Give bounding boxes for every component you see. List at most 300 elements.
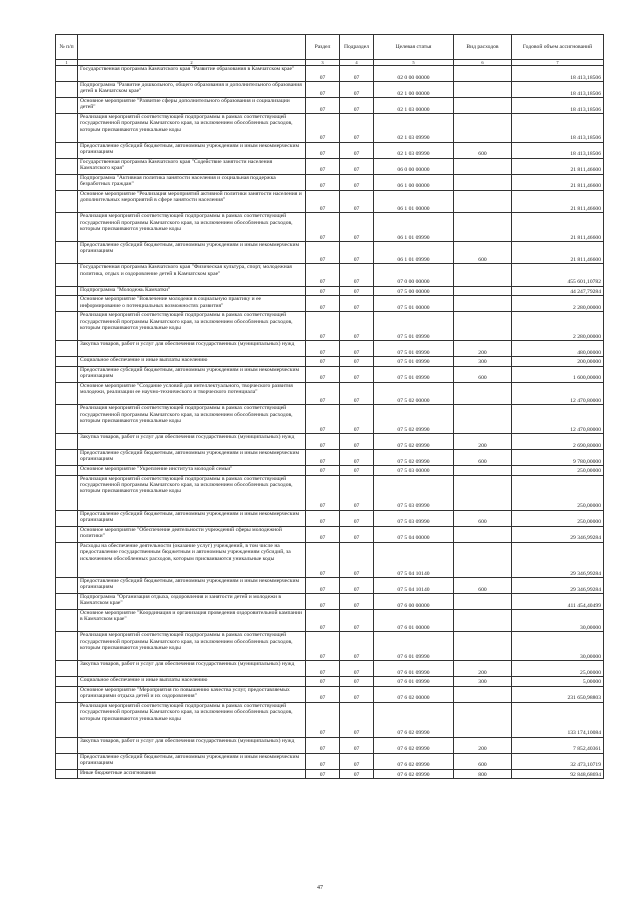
cell-amount: 2 690,80000 [512, 433, 604, 449]
cell-kind [454, 296, 512, 312]
cell-kind: 600 [454, 366, 512, 382]
cell-no [56, 158, 78, 174]
cell-target: 07 5 01 09990 [374, 341, 454, 357]
cell-target: 07 6 02 00000 [374, 686, 454, 702]
cell-name: Реализация мероприятий соответствующей подпрограммы в рамках соответствующей государственной программы Камчатского края, за исключением обособленных расходов, которым присваиваются уникальные коды [78, 312, 306, 341]
cell-subsection: 07 [340, 114, 374, 143]
cell-kind [454, 66, 512, 82]
table-row [56, 465, 604, 475]
table-row [56, 677, 604, 687]
cell-target: 02 1 00 00000 [374, 82, 454, 98]
header-kind: Вид расходов [454, 35, 512, 60]
cell-section: 07 [306, 526, 340, 542]
header-subsection: Подраздел [340, 35, 374, 60]
cell-amount: 231 650,98803 [512, 686, 604, 702]
cell-target: 07 5 00 00000 [374, 286, 454, 296]
cell-no [56, 542, 78, 577]
cell-target: 07 5 03 09990 [374, 475, 454, 510]
page-number: 47 [317, 885, 323, 891]
cell-section: 07 [306, 357, 340, 367]
cell-subsection: 07 [340, 286, 374, 296]
cell-name: Предоставление субсидий бюджетным, автономным учреждениям и иным некоммерческим организациям [78, 366, 306, 382]
cell-no [56, 405, 78, 434]
cell-no [56, 296, 78, 312]
cell-kind: 300 [454, 677, 512, 687]
cell-subsection: 07 [340, 526, 374, 542]
table-row [56, 114, 604, 143]
table-row [56, 382, 604, 404]
cell-section: 07 [306, 264, 340, 286]
cell-amount: 455 601,10782 [512, 264, 604, 286]
cell-amount: 18 413,18506 [512, 66, 604, 82]
cell-target: 07 5 03 00000 [374, 465, 454, 475]
table-row [56, 686, 604, 702]
cell-name: Закупка товаров, работ и услуг для обеспечения государственных (муниципальных) нужд [78, 433, 306, 449]
cell-amount: 12 470,80000 [512, 405, 604, 434]
cell-name: Государственная программа Камчатского края "Содействие занятости населения Камчатского края" [78, 158, 306, 174]
cell-amount: 44 247,79284 [512, 286, 604, 296]
cell-name: Предоставление субсидий бюджетным, автономным учреждениям и иным некоммерческим организациям [78, 241, 306, 263]
cell-section: 07 [306, 753, 340, 769]
cell-kind: 600 [454, 142, 512, 158]
cell-target: 06 1 00 00000 [374, 174, 454, 190]
cell-kind: 300 [454, 357, 512, 367]
cell-subsection: 07 [340, 609, 374, 631]
cell-amount: 9 780,00000 [512, 449, 604, 465]
cell-target: 07 5 01 00000 [374, 296, 454, 312]
cell-amount: 21 811,46600 [512, 241, 604, 263]
cell-section: 07 [306, 769, 340, 779]
cell-no [56, 357, 78, 367]
cell-target: 07 6 01 09990 [374, 632, 454, 661]
cell-target: 07 6 01 00000 [374, 609, 454, 631]
cell-target: 07 5 01 09990 [374, 366, 454, 382]
cell-section: 07 [306, 593, 340, 609]
cell-section: 07 [306, 737, 340, 753]
table-row [56, 753, 604, 769]
cell-kind [454, 593, 512, 609]
cell-kind [454, 312, 512, 341]
cell-subsection: 07 [340, 357, 374, 367]
cell-target: 07 5 04 10140 [374, 577, 454, 593]
cell-kind [454, 702, 512, 737]
cell-no [56, 577, 78, 593]
cell-amount: 2 280,00000 [512, 312, 604, 341]
cell-subsection: 07 [340, 433, 374, 449]
cell-target: 07 5 01 09990 [374, 312, 454, 341]
table-row [56, 769, 604, 779]
cell-kind [454, 264, 512, 286]
cell-section: 07 [306, 686, 340, 702]
cell-section: 07 [306, 465, 340, 475]
cell-amount: 7 852,40361 [512, 737, 604, 753]
table-row [56, 475, 604, 510]
cell-subsection: 07 [340, 213, 374, 242]
cell-subsection: 07 [340, 632, 374, 661]
cell-subsection: 07 [340, 341, 374, 357]
cell-name: Основное мероприятие "Мероприятия по повышению качества услуг, предоставляемых организациями отдыха детей и их оздоровления" [78, 686, 306, 702]
table-row [56, 190, 604, 212]
table-row [56, 98, 604, 114]
cell-no [56, 142, 78, 158]
cell-target: 07 6 00 00000 [374, 593, 454, 609]
cell-subsection: 07 [340, 82, 374, 98]
cell-subsection: 07 [340, 753, 374, 769]
cell-name: Реализация мероприятий соответствующей подпрограммы в рамках соответствующей государственной программы Камчатского края, за исключением обособленных расходов, которым присваиваются уникальные коды [78, 702, 306, 737]
cell-no [56, 241, 78, 263]
cell-name: Подпрограмма "Развитие дошкольного, общего образования и дополнительного образования детей в Камчатском крае" [78, 82, 306, 98]
cell-section: 07 [306, 190, 340, 212]
cell-amount: 18 413,18506 [512, 82, 604, 98]
budget-table [55, 34, 604, 779]
cell-kind: 800 [454, 769, 512, 779]
cell-subsection: 07 [340, 382, 374, 404]
cell-no [56, 264, 78, 286]
cell-subsection: 07 [340, 241, 374, 263]
cell-no [56, 677, 78, 687]
table-row [56, 702, 604, 737]
cell-amount: 5,00000 [512, 677, 604, 687]
cell-kind [454, 174, 512, 190]
cell-subsection: 07 [340, 661, 374, 677]
cell-section: 07 [306, 296, 340, 312]
cell-section: 07 [306, 366, 340, 382]
cell-amount: 411 454,40499 [512, 593, 604, 609]
cell-kind [454, 686, 512, 702]
cell-kind [454, 632, 512, 661]
cell-section: 07 [306, 632, 340, 661]
cell-section: 07 [306, 213, 340, 242]
table-row [56, 296, 604, 312]
header-target: Целевая статья [374, 35, 454, 60]
cell-section: 07 [306, 286, 340, 296]
cell-section: 07 [306, 241, 340, 263]
cell-section: 07 [306, 542, 340, 577]
cell-no [56, 82, 78, 98]
cell-subsection: 07 [340, 737, 374, 753]
cell-kind: 200 [454, 341, 512, 357]
cell-kind [454, 286, 512, 296]
cell-subsection: 07 [340, 686, 374, 702]
cell-amount: 21 811,46600 [512, 213, 604, 242]
table-row [56, 82, 604, 98]
cell-section: 07 [306, 475, 340, 510]
cell-amount: 250,00000 [512, 510, 604, 526]
cell-subsection: 07 [340, 142, 374, 158]
cell-name: Государственная программа Камчатского края "Физическая культура, спорт, молодежная политика, отдых и оздоровление детей в Камчатском крае" [78, 264, 306, 286]
cell-target: 07 6 02 09990 [374, 737, 454, 753]
cell-name: Предоставление субсидий бюджетным, автономным учреждениям и иным некоммерческим организациям [78, 577, 306, 593]
cell-name: Реализация мероприятий соответствующей подпрограммы в рамках соответствующей государственной программы Камчатского края, за исключением обособленных расходов, которым присваиваются уникальные коды [78, 213, 306, 242]
table-row [56, 593, 604, 609]
cell-amount: 12 470,80000 [512, 382, 604, 404]
table-row [56, 357, 604, 367]
cell-target: 07 5 03 09990 [374, 510, 454, 526]
table-row [56, 286, 604, 296]
cell-name: Основное мероприятие "Вовлечение молодежи в социальную практику и ее информирование о потенциальных возможностях развития" [78, 296, 306, 312]
cell-name: Подпрограмма "Молодежь Камчатки" [78, 286, 306, 296]
cell-subsection: 07 [340, 475, 374, 510]
cell-target: 07 6 02 09990 [374, 702, 454, 737]
cell-amount: 18 413,18506 [512, 142, 604, 158]
cell-kind: 200 [454, 433, 512, 449]
cell-subsection: 07 [340, 465, 374, 475]
cell-name: Закупка товаров, работ и услуг для обеспечения государственных (муниципальных) нужд [78, 661, 306, 677]
cell-amount: 18 413,18506 [512, 98, 604, 114]
table-row [56, 213, 604, 242]
cell-section: 07 [306, 158, 340, 174]
cell-kind: 600 [454, 577, 512, 593]
cell-amount: 29 346,99284 [512, 542, 604, 577]
table-row [56, 241, 604, 263]
cell-subsection: 07 [340, 296, 374, 312]
cell-target: 02 1 03 09990 [374, 114, 454, 143]
cell-amount: 200,00000 [512, 357, 604, 367]
cell-subsection: 07 [340, 98, 374, 114]
cell-no [56, 190, 78, 212]
cell-kind [454, 405, 512, 434]
budget-table-page [55, 34, 603, 779]
cell-subsection: 07 [340, 449, 374, 465]
index-cell: 4 [340, 60, 374, 66]
cell-subsection: 07 [340, 702, 374, 737]
cell-subsection: 07 [340, 405, 374, 434]
cell-no [56, 213, 78, 242]
cell-kind [454, 465, 512, 475]
cell-no [56, 475, 78, 510]
cell-name: Подпрограмма "Организация отдыха, оздоровления и занятости детей и молодежи в Камчатском крае" [78, 593, 306, 609]
cell-no [56, 769, 78, 779]
cell-section: 07 [306, 702, 340, 737]
cell-target: 07 5 04 00000 [374, 526, 454, 542]
cell-name: Реализация мероприятий соответствующей подпрограммы в рамках соответствующей государственной программы Камчатского края, за исключением обособленных расходов, которым присваиваются уникальные коды [78, 632, 306, 661]
cell-target: 07 5 02 09990 [374, 433, 454, 449]
cell-no [56, 510, 78, 526]
table-row [56, 526, 604, 542]
cell-subsection: 07 [340, 677, 374, 687]
cell-section: 07 [306, 66, 340, 82]
cell-kind [454, 542, 512, 577]
cell-no [56, 609, 78, 631]
cell-name: Иные бюджетные ассигнования [78, 769, 306, 779]
cell-target: 07 0 00 00000 [374, 264, 454, 286]
cell-name: Предоставление субсидий бюджетным, автономным учреждениям и иным некоммерческим организациям [78, 753, 306, 769]
cell-name: Расходы на обеспечение деятельности (оказание услуг) учреждений, в том числе на предоставление государственным бюджетным и автономным учреждениям субсидий, за исключением обособленных расходов, которым присваиваются уникальные коды [78, 542, 306, 577]
cell-section: 07 [306, 510, 340, 526]
header-section: Раздел [306, 35, 340, 60]
cell-no [56, 98, 78, 114]
table-row [56, 510, 604, 526]
table-body [56, 66, 604, 779]
cell-kind [454, 526, 512, 542]
cell-target: 07 6 01 09990 [374, 677, 454, 687]
cell-amount: 29 346,99284 [512, 526, 604, 542]
table-row [56, 366, 604, 382]
header-amount: Годовой объем ассигнований [512, 35, 604, 60]
cell-amount: 25,00000 [512, 661, 604, 677]
cell-no [56, 366, 78, 382]
cell-no [56, 661, 78, 677]
cell-target: 07 6 02 09990 [374, 769, 454, 779]
cell-target: 07 6 01 09990 [374, 661, 454, 677]
cell-subsection: 07 [340, 593, 374, 609]
cell-kind: 200 [454, 737, 512, 753]
cell-name: Основное мероприятие "Координация и организация проведения оздоровительной кампании в Камчатском крае" [78, 609, 306, 631]
table-row [56, 264, 604, 286]
cell-section: 07 [306, 661, 340, 677]
cell-name: Реализация мероприятий соответствующей подпрограммы в рамках соответствующей государственной программы Камчатского края, за исключением обособленных расходов, которым присваиваются уникальные коды [78, 405, 306, 434]
cell-section: 07 [306, 449, 340, 465]
cell-kind: 600 [454, 241, 512, 263]
cell-target: 02 1 03 09990 [374, 142, 454, 158]
cell-no [56, 433, 78, 449]
cell-amount: 21 811,46600 [512, 158, 604, 174]
cell-no [56, 702, 78, 737]
cell-no [56, 593, 78, 609]
cell-no [56, 686, 78, 702]
table-row [56, 341, 604, 357]
table-row [56, 737, 604, 753]
cell-target: 07 5 02 00000 [374, 382, 454, 404]
cell-subsection: 07 [340, 577, 374, 593]
cell-name: Предоставление субсидий бюджетным, автономным учреждениям и иным некоммерческим организациям [78, 142, 306, 158]
cell-name: Основное мероприятие "Обеспечение деятельности учреждений сферы молодежной политики" [78, 526, 306, 542]
cell-subsection: 07 [340, 542, 374, 577]
cell-no [56, 465, 78, 475]
cell-section: 07 [306, 577, 340, 593]
cell-no [56, 341, 78, 357]
cell-subsection: 07 [340, 312, 374, 341]
cell-name: Реализация мероприятий соответствующей подпрограммы в рамках соответствующей государственной программы Камчатского края, за исключением обособленных расходов, которым присваиваются уникальные коды [78, 114, 306, 143]
cell-target: 06 0 00 00000 [374, 158, 454, 174]
cell-section: 07 [306, 677, 340, 687]
cell-section: 07 [306, 82, 340, 98]
cell-amount: 92 848,68694 [512, 769, 604, 779]
cell-no [56, 382, 78, 404]
cell-name: Закупка товаров, работ и услуг для обеспечения государственных (муниципальных) нужд [78, 341, 306, 357]
cell-section: 07 [306, 98, 340, 114]
table-row [56, 174, 604, 190]
cell-kind [454, 382, 512, 404]
index-cell: 7 [512, 60, 604, 66]
cell-name: Предоставление субсидий бюджетным, автономным учреждениям и иным некоммерческим организациям [78, 449, 306, 465]
cell-name: Социальное обеспечение и иные выплаты населению [78, 357, 306, 367]
table-row [56, 609, 604, 631]
cell-no [56, 753, 78, 769]
index-cell: 1 [56, 60, 78, 66]
table-row [56, 405, 604, 434]
cell-target: 07 5 02 09990 [374, 405, 454, 434]
index-cell: 3 [306, 60, 340, 66]
cell-amount: 250,00000 [512, 465, 604, 475]
cell-target: 02 1 03 00000 [374, 98, 454, 114]
cell-name: Реализация мероприятий соответствующей подпрограммы в рамках соответствующей государственной программы Камчатского края, за исключением обособленных расходов, которым присваиваются уникальные коды [78, 475, 306, 510]
cell-section: 07 [306, 382, 340, 404]
cell-amount: 21 811,46600 [512, 174, 604, 190]
cell-kind [454, 213, 512, 242]
cell-amount: 29 346,99284 [512, 577, 604, 593]
cell-target: 07 5 02 09990 [374, 449, 454, 465]
cell-no [56, 526, 78, 542]
cell-kind: 600 [454, 510, 512, 526]
cell-no [56, 449, 78, 465]
cell-no [56, 737, 78, 753]
table-row [56, 661, 604, 677]
cell-amount: 30,00000 [512, 609, 604, 631]
index-cell: 2 [78, 60, 306, 66]
table-row [56, 66, 604, 82]
cell-name: Закупка товаров, работ и услуг для обеспечения государственных (муниципальных) нужд [78, 737, 306, 753]
cell-name: Государственная программа Камчатского края "Развитие образования в Камчатском крае" [78, 66, 306, 82]
table-row [56, 542, 604, 577]
cell-kind: 200 [454, 661, 512, 677]
cell-amount: 133 174,10084 [512, 702, 604, 737]
table-row [56, 632, 604, 661]
cell-section: 07 [306, 405, 340, 434]
cell-amount: 1 600,00000 [512, 366, 604, 382]
table-row [56, 142, 604, 158]
cell-subsection: 07 [340, 366, 374, 382]
cell-subsection: 07 [340, 174, 374, 190]
cell-target: 06 1 01 09990 [374, 241, 454, 263]
index-cell: 5 [374, 60, 454, 66]
cell-name: Основное мероприятие "Создание условий для интеллектуального, творческого развития молодежи, реализации ее научно-технического и творческого потенциала" [78, 382, 306, 404]
cell-section: 07 [306, 114, 340, 143]
cell-no [56, 66, 78, 82]
cell-section: 07 [306, 433, 340, 449]
cell-section: 07 [306, 609, 340, 631]
table-row [56, 449, 604, 465]
cell-section: 07 [306, 341, 340, 357]
table-row [56, 577, 604, 593]
cell-section: 07 [306, 312, 340, 341]
cell-target: 02 0 00 00000 [374, 66, 454, 82]
cell-subsection: 07 [340, 264, 374, 286]
cell-no [56, 174, 78, 190]
cell-no [56, 286, 78, 296]
table-row [56, 158, 604, 174]
cell-subsection: 07 [340, 510, 374, 526]
cell-no [56, 312, 78, 341]
cell-kind: 600 [454, 753, 512, 769]
cell-no [56, 114, 78, 143]
cell-kind [454, 98, 512, 114]
cell-target: 07 5 04 10140 [374, 542, 454, 577]
cell-target: 06 1 01 00000 [374, 190, 454, 212]
cell-no [56, 632, 78, 661]
cell-amount: 250,00000 [512, 475, 604, 510]
cell-section: 07 [306, 142, 340, 158]
table-row [56, 433, 604, 449]
cell-subsection: 07 [340, 190, 374, 212]
cell-name: Предоставление субсидий бюджетным, автономным учреждениям и иным некоммерческим организациям [78, 510, 306, 526]
cell-name: Основное мероприятие "Реализация мероприятий активной политики занятости населения и дополнительных мероприятий в сфере занятости населения" [78, 190, 306, 212]
header-name [78, 35, 306, 60]
cell-section: 07 [306, 174, 340, 190]
cell-kind [454, 475, 512, 510]
cell-kind: 600 [454, 449, 512, 465]
cell-kind [454, 114, 512, 143]
cell-name: Подпрограмма "Активная политика занятости населения и социальная поддержка безработных граждан" [78, 174, 306, 190]
cell-kind [454, 158, 512, 174]
index-cell: 6 [454, 60, 512, 66]
cell-amount: 30,00000 [512, 632, 604, 661]
cell-amount: 480,00000 [512, 341, 604, 357]
cell-subsection: 07 [340, 769, 374, 779]
cell-name: Основное мероприятие "Развитие сферы дополнительного образования и социализации детей" [78, 98, 306, 114]
cell-amount: 18 413,18506 [512, 114, 604, 143]
header-row [56, 35, 604, 60]
